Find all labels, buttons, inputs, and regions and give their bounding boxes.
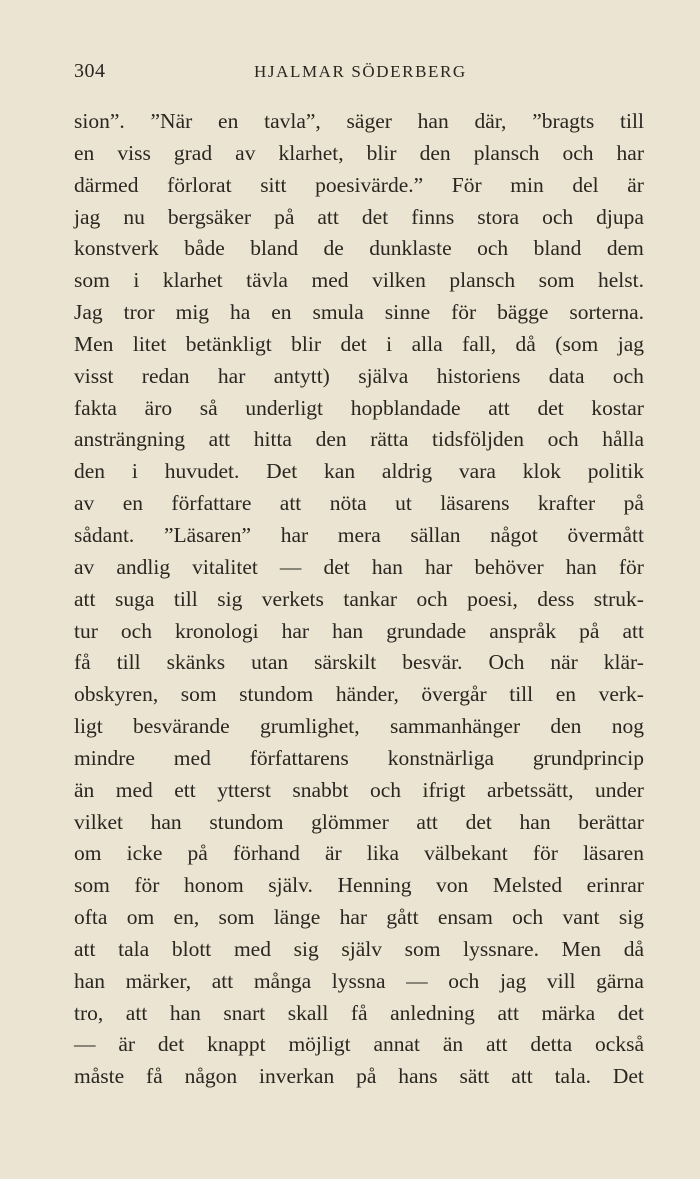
text-line: jag nu bergsäker på att det finns stora och djupa — [74, 204, 644, 229]
text-line: Men litet betänkligt blir det i alla fall, då (som jag — [74, 331, 644, 356]
text-line: fakta äro så underligt hopblandade att det kostar — [74, 395, 644, 420]
text-line: ofta om en, som länge har gått ensam och vant sig — [74, 905, 644, 930]
text-line: som i klarhet tävla med vilken plansch som helst. — [74, 268, 644, 293]
text-line: Jag tror mig ha en smula sinne för bägge sorterna. — [74, 300, 644, 325]
text-line: därmed förlorat sitt poesivärde.” För min del är — [74, 172, 644, 197]
text-line: vilket han stundom glömmer att det han berättar — [74, 809, 644, 834]
text-line: ansträngning att hitta den rätta tidsföljden och hålla — [74, 427, 644, 452]
text-line: få till skänks utan särskilt besvär. Och när klär- — [74, 650, 644, 675]
text-line: ligt besvärande grumlighet, sammanhänger den nog — [74, 714, 644, 739]
running-title: HJALMAR SÖDERBERG — [254, 62, 467, 81]
page-number: 304 — [74, 60, 106, 82]
text-line: än med ett ytterst snabbt och ifrigt arbetssätt, under — [74, 777, 644, 802]
text-line: tur och kronologi har han grundade anspråk på att — [74, 618, 644, 643]
text-line: måste få någon inverkan på hans sätt att tala. Det — [74, 1064, 644, 1089]
text-line: sådant. ”Läsaren” har mera sällan något övermått — [74, 522, 644, 547]
text-line: en viss grad av klarhet, blir den plansch och har — [74, 140, 644, 165]
text-line: att suga till sig verkets tankar och poesi, dess struk- — [74, 586, 644, 611]
text-line: konstverk både bland de dunklaste och bland dem — [74, 236, 644, 261]
text-line: om icke på förhand är lika välbekant för läsaren — [74, 841, 644, 866]
text-line: — är det knappt möjligt annat än att detta också — [74, 1032, 644, 1057]
text-line: mindre med författarens konstnärliga grundprincip — [74, 745, 644, 770]
text-line: sion”. ”När en tavla”, säger han där, ”bragts till — [74, 109, 644, 133]
text-line: obskyren, som stundom händer, övergår till en verk- — [74, 682, 644, 707]
running-head — [74, 60, 644, 90]
body-text — [74, 106, 644, 1093]
text-line: som för honom själv. Henning von Melsted erinrar — [74, 873, 644, 898]
text-line: av en författare att nöta ut läsarens krafter på — [74, 491, 644, 516]
text-line: av andlig vitalitet — det han har behöver han för — [74, 554, 644, 579]
text-line: att tala blott med sig själv som lyssnare. Men då — [74, 936, 644, 961]
text-line: han märker, att många lyssna — och jag vill gärna — [74, 968, 644, 993]
text-line: visst redan har antytt) själva historiens data och — [74, 363, 644, 388]
text-line: den i huvudet. Det kan aldrig vara klok politik — [74, 459, 644, 484]
text-line: tro, att han snart skall få anledning att märka det — [74, 1000, 644, 1025]
